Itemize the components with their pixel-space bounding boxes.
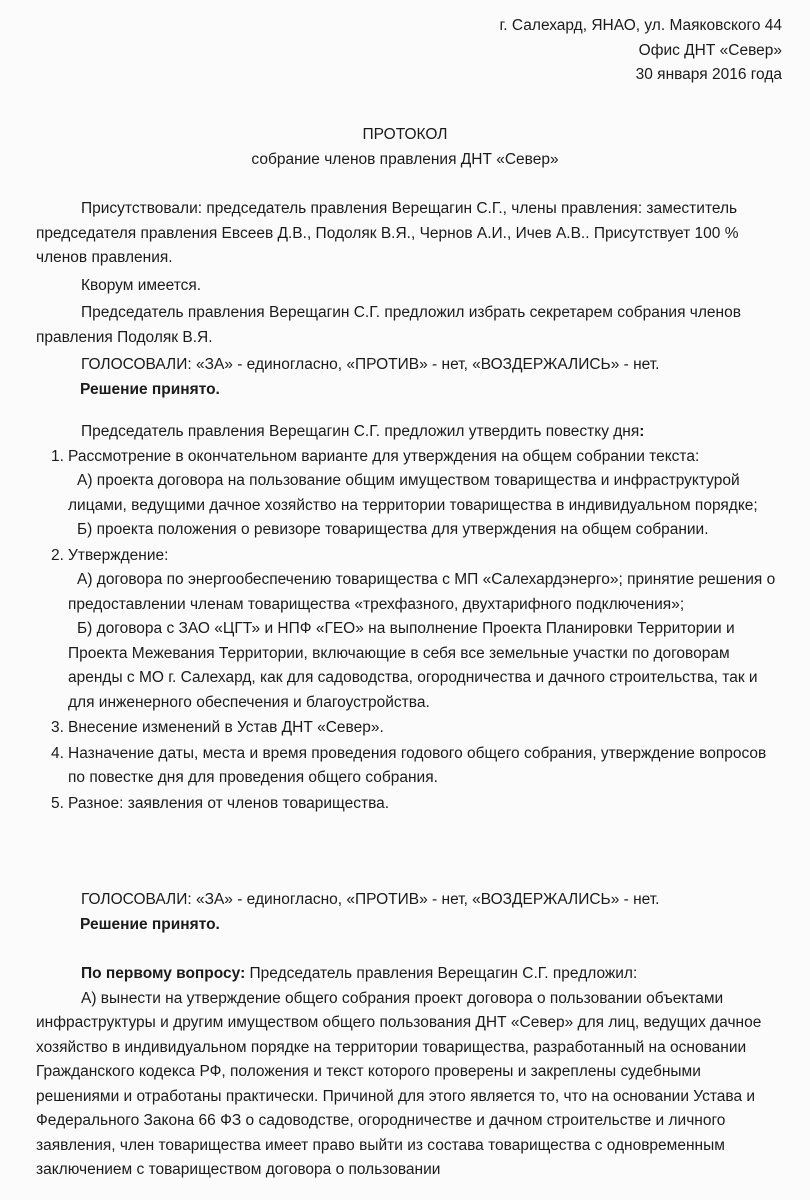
first-question-lead bbox=[36, 962, 782, 987]
decision-line bbox=[36, 378, 782, 403]
agenda-item-number: 3. bbox=[51, 719, 64, 736]
agenda-subitem bbox=[68, 518, 782, 543]
agenda-subitem bbox=[68, 469, 782, 518]
agenda-item-number: 1. bbox=[51, 447, 64, 465]
agenda-subitem-text: А) договора по энергообеспечению товарищества с МП «Салехардэнерго»; принятие решения о предоставлении членам товарищества «трехфазного, двухтарифного подключения»; bbox=[68, 571, 776, 613]
title-block bbox=[0, 123, 810, 172]
header-address: г. Салехард, ЯНАО, ул. Маяковского 44 bbox=[499, 17, 782, 34]
secretary-paragraph: Председатель правления Верещагин С.Г. предложил избрать секретарем собрания членов правления Подоляк В.Я. bbox=[36, 304, 741, 346]
agenda-item-text: Внесение изменений в Устав ДНТ «Север». bbox=[68, 719, 384, 736]
first-question-para-a: А) вынести на утверждение общего собрания проект договора о пользовании объектами инфраструктуры и другим имуществом общего пользования ДНТ «Север» для лиц, ведущих дачное хозяйство в индивидуальном порядке на территории товарищества, разработанный на основании Гражданского кодекса РФ, положения и текст которого проверены и закреплены судебными решениями и отработаны практически. Причиной для этого является то, что на основании Устава и Федерального Закона 66 ФЗ о садоводстве, огородничестве и дачном строительстве и личного заявления, член товарищества имеет право выйти из состава товарищества с одновременным заключением с товариществом договора о пользовании bbox=[36, 989, 762, 1178]
vote-paragraph: ГОЛОСОВАЛИ: «ЗА» - единогласно, «ПРОТИВ» - нет, «ВОЗДЕРЖАЛИСЬ» - нет. bbox=[81, 891, 660, 908]
agenda-list bbox=[36, 445, 782, 817]
agenda-item-3 bbox=[36, 716, 782, 741]
decision-line bbox=[36, 913, 782, 938]
quorum-paragraph: Кворум имеется. bbox=[81, 276, 202, 294]
agenda-item-number: 4. bbox=[51, 744, 64, 762]
header-date: 30 января 2016 года bbox=[635, 66, 782, 83]
agenda-subitem-text: А) проекта договора на пользование общим имуществом товарищества и инфраструктурой лицами, ведущими дачное хозяйство на территории товарищества в индивидуальном порядке; bbox=[68, 472, 758, 514]
present-paragraph: Присутствовали: председатель правления Верещагин С.Г., члены правления: заместитель председателя правления Евсеев Д.В., Подоляк В.Я., Чернов А.И., Ичев А.В.. Присутствует 100 % членов правления. bbox=[36, 200, 739, 266]
intro-section bbox=[36, 197, 782, 402]
first-question-label: По первому вопросу: bbox=[81, 965, 246, 982]
decision-text: Решение принято. bbox=[80, 380, 220, 398]
agenda-item-1 bbox=[36, 445, 782, 543]
first-question-section bbox=[36, 962, 782, 1183]
agenda-item-number: 5. bbox=[51, 794, 64, 812]
agenda-lead bbox=[36, 420, 782, 445]
vote-paragraph: ГОЛОСОВАЛИ: «ЗА» - единогласно, «ПРОТИВ» - нет, «ВОЗДЕРЖАЛИСЬ» - нет. bbox=[81, 356, 660, 373]
agenda-item-2 bbox=[36, 544, 782, 716]
agenda-subitem-text: Б) проекта положения о ревизоре товарищества для утверждения на общем собрании. bbox=[77, 521, 709, 538]
header-office: Офис ДНТ «Север» bbox=[638, 41, 782, 59]
agenda-item-4 bbox=[36, 742, 782, 791]
agenda-subitem bbox=[68, 617, 782, 715]
agenda-item-text: Утверждение: bbox=[68, 546, 169, 564]
agenda-section bbox=[36, 420, 782, 816]
agenda-lead-text: Председатель правления Верещагин С.Г. предложил утвердить повестку дня bbox=[81, 423, 640, 440]
agenda-item-number: 2. bbox=[51, 546, 64, 564]
document-subtitle: собрание членов правления ДНТ «Север» bbox=[251, 150, 559, 168]
header-block bbox=[500, 14, 782, 88]
first-question-lead-text: Председатель правления Верещагин С.Г. предложил: bbox=[245, 965, 638, 982]
agenda-item-text: Назначение даты, места и время проведения годового общего собрания, утверждение вопросов по повестке дня для проведения общего собрания. bbox=[68, 744, 767, 786]
agenda-item-text: Разное: заявления от членов товарищества. bbox=[68, 794, 390, 812]
agenda-item-5 bbox=[36, 792, 782, 817]
agenda-subitem-text: Б) договора с ЗАО «ЦГТ» и НПФ «ГЕО» на выполнение Проекта Планировки Территории и Проекта Межевания Территории, включающие в себя все земельные участки по договорам аренды с МО г. Салехард, как для садоводства, огородничества и дачного строительства, так и для инженерного обеспечения и благоустройства. bbox=[68, 620, 758, 711]
agenda-subitem bbox=[68, 568, 782, 617]
agenda-vote-section bbox=[36, 888, 782, 937]
agenda-item-text: Рассмотрение в окончательном варианте для утверждения на общем собрании текста: bbox=[68, 447, 700, 465]
agenda-lead-colon: : bbox=[639, 423, 645, 440]
decision-text: Решение принято. bbox=[80, 915, 220, 933]
document-title: ПРОТОКОЛ bbox=[362, 126, 448, 143]
